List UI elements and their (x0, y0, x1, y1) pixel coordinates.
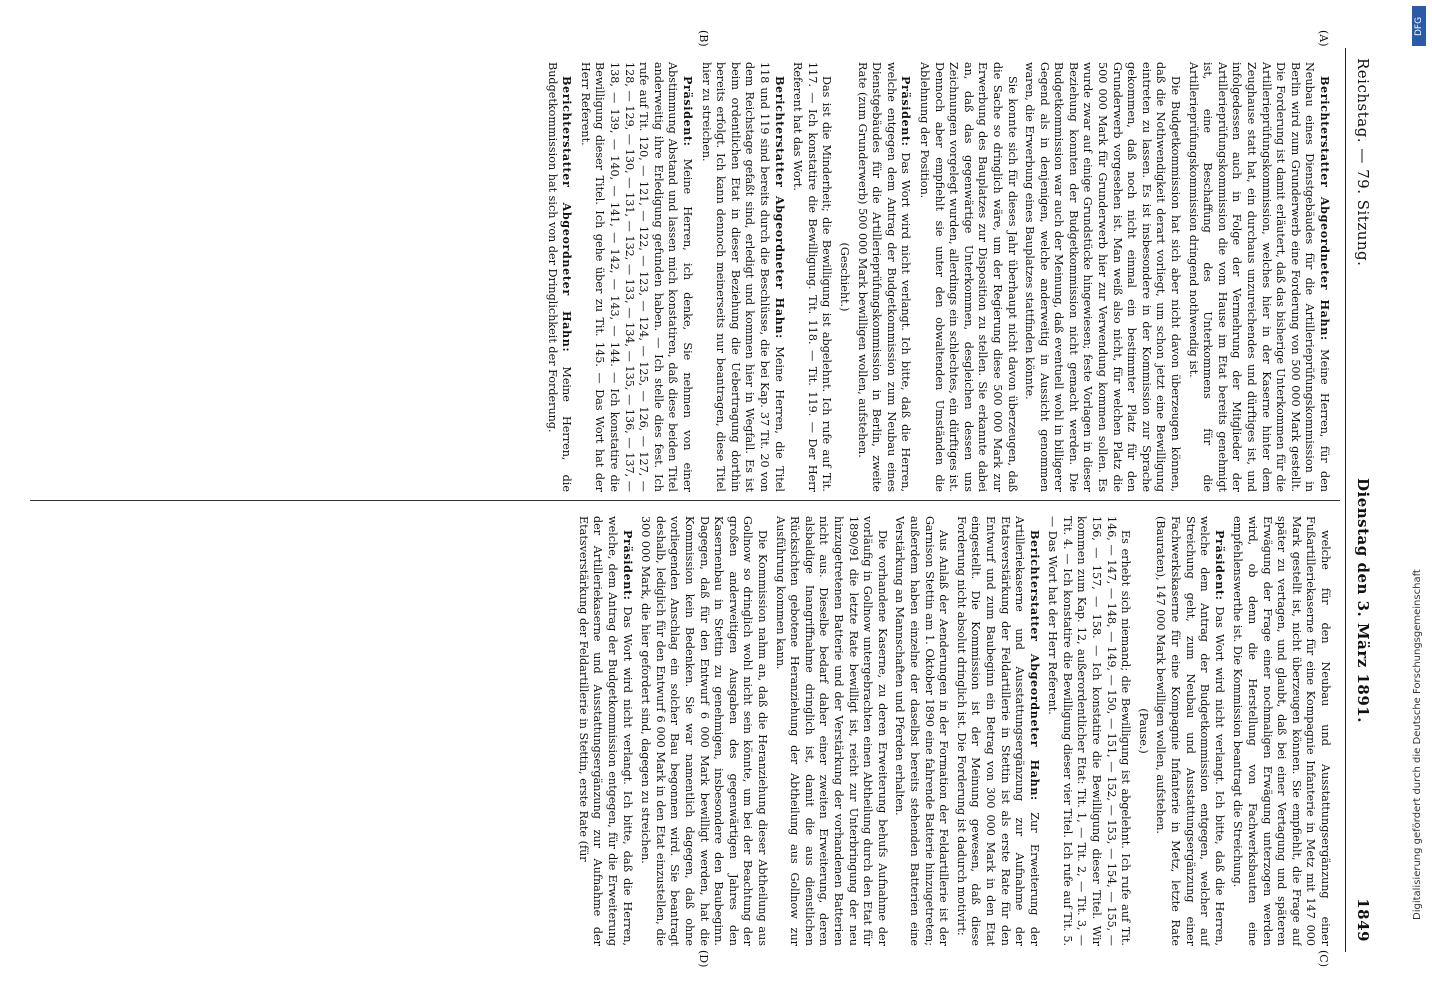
page-number: 1849 (1354, 898, 1372, 942)
speaker-name: Berichterstatter Abgeordneter Hahn: (560, 76, 575, 353)
speech-text: Meine Herren, ich denke, Sie nehmen von einer Abstimmung Abstand und lassen mich konstatiren, daß diese beiden Titel anderweitig ihre Erledigung gefunden haben. — Ich stelle dies fest. Ich rufe auf Tit. 120, — 121, — 122, — 123, — 124, — 125, — 126, — 127, — 128, — 129, — 130, — 131, — 132, — 133, — 134, — 135, — 136, — 137, — 138, — 139, — 140, — 141, — 142, — 143, — 144. — Ich konstatire die Bewilligung dieser Titel. Ich gehe über zu Tit. 145. — Das Wort hat der Herr Referent. (578, 62, 695, 492)
speech-text: Aus Anlaß der Aenderungen in der Formation der Feldartillerie ist der Garnison Stettin am 1. Oktober 1890 eine fahrende Batterie hinzugetreten; außerdem haben einzelne der daselbst bereits stehenden Batterien eine Verstärkung an Mannschaften und Pferden erhalten. (893, 516, 951, 946)
speech-text: Das Wort wird nicht verlangt. Ich bitte, daß die Herren, welche, dem Antrag der Budgetkommission entgegen, für die Erweiterung der Artilleriekaserne und Ausstattungsergänzung zur Aufnahme der Etatsverstärkung der Feldartillerie in Stettin, erste Rate (für (576, 516, 634, 946)
speech-text: Meine Herren, die Titel 118 und 119 sind bereits durch die Beschlüsse, die bei Kap. 37 Tit. 20 von dem Reichstage gefaßt sind, erledigt und kommen hier in Wegfall. Es ist beim ordentlichen Etat in dieser Beziehung die Uebertragung dorthin bereits erfolgt. Ich kann dennoch meinerseits nur beantragen, diese Titel hier zu streichen. (699, 62, 786, 492)
speech-text: Die vorhandene Kaserne, zu deren Erweiterung behufs Aufnahme der vorläufig in Gollnow untergebrachten einen Abtheilung durch den Etat für 1890/91 die letzte Rate bewilligt ist, reicht zur Unterbringung der neu hinzugetretenen Batterie und der Verstärkung der vorhandenen Batterien nicht aus. Dieselbe bedarf daher einer zweiten Erweiterung, deren alsbaldige Inangriffnahme dringlich ist, damit die aus dienstlichen Rücksichten gebotene Heranziehung der Abtheilung aus Gollnow zur Ausführung kommen kann. (773, 516, 889, 946)
right-column (32, 516, 1332, 946)
paragraph (1230, 516, 1332, 946)
speaker-name: Präsident: (620, 530, 635, 601)
stage-direction: (Pause.) (1136, 708, 1150, 754)
paragraph (575, 516, 634, 946)
digitization-credit: Digitalisierung gefördert durch die Deutsche Forschungsgemeinschaft (1412, 569, 1423, 920)
speech-text: welche für den Neubau und Ausstattungsergänzung einer Fußartilleriekaserne für eine Kompagnie Infanterie in Metz mit 147 000 Mark gestellt ist, nicht überzeugen können. Sie empfiehlt, die Frage auf später zu vertagen, und glaubt, daß bei einer Vertagung und späteren Erwägung der Frage einer nochmaligen Erwägung unterzogen werden wird, ob denn die Herstellung von Fachwerksbauten eine empfehlenswerthe ist. Die Kommission beantragt die Streichung. (1231, 516, 1332, 946)
paragraph (772, 516, 889, 946)
speech-text: Zur Erweiterung der Artilleriekaserne und Ausstattungsergänzung zur Aufnahme der Etatsverstärkung der Feldartillerie in Stettin ist als erste Rate für den Entwurf und zum Baubeginn ein Betrag von 300 000 Mark in den Etat eingestellt. Die Kommission ist der Meinung gewesen, daß diese Forderung nicht absolut dringlich ist. Die Forderung ist dadurch motivirt: (954, 516, 1041, 946)
paragraph (790, 62, 834, 492)
paragraph (916, 62, 1018, 492)
dfg-logo: DFG (1412, 6, 1426, 46)
speech-text: Das ist die Minderheit; die Bewilligung ist abgelehnt. Ich rufe auf Tit. 117. — Ich konstatire die Bewilligung. Tit. 118. — Tit. 119. — Der Herr Referent hat das Wort. (791, 62, 834, 492)
stage-direction: (Geschieht.) (838, 242, 851, 312)
speech-text: Die Kommission nahm an, daß die Heranziehung dieser Abtheilung aus Gollnow so dringlich wohl nicht sein könnte, um bei der Beachtung der großen anderweitigen Ausgaben des gegenwärtigen Jahres den Kasernenbau in Stettin zu genehmigen, insbesondere den Baubeginn. Dagegen, daß für den Entwurf 6 000 Mark bewilligt werden, hat die Kommission kein Bedenken. Sie war namentlich dagegen, daß ohne vorliegenden Anschlag ein solcher Bau begonnen wird. Sie beantragt deshalb, lediglich für den Entwurf 6 000 Mark in den Etat einzustellen, die 300 000 Mark, die hier gefordert sind, dagegen zu streichen. (639, 516, 770, 946)
paragraph (892, 516, 950, 946)
speech-text: Das Wort wird nicht verlangt. Ich bitte, daß die Herren, welche dem Antrag der Budgetkommission entgegen, welcher auf Streichung geht, zum Neubau und Ausstattungsergänzung einer Fachwerkskaserne für eine Kompagnie Infanterie in Metz, letzte Rate (Bauraten), 147 000 Mark bewilligen wollen, aufstehen. (1154, 516, 1226, 946)
speaker-name: Berichterstatter Abgeordneter Hahn: (1027, 530, 1042, 801)
speaker-name: Präsident: (681, 76, 696, 147)
marker-b: (B) (697, 30, 710, 47)
left-column (32, 62, 1332, 492)
speaker-name: Präsident: (899, 76, 914, 147)
page-header (1345, 48, 1372, 952)
speech-text: Meine Herren, für den Neubau eines Dienstgebäudes für die Artillerieprüfungskommission in Berlin wird zum Grunderwerb eine Forderung von 500 000 Mark gestellt. Die Forderung ist damit erläutert, daß das bisherige Unterkommen für die Artillerieprüfungskommission, welches hier in der Kaserne hinter dem Zeughause statt hat, ein durchaus unzureichendes und dürftiges ist, und infolgedessen auch in Folge der Vermehrung der Mitglieder der Artillerieprüfungskommission die vom Hause im Etat bereits genehmigt ist, eine Beschaffung des Unterkommens für die Artillerieprüfungskommission dringend nothwendig ist. (1186, 62, 1331, 492)
speech-text: Es erhebt sich niemand; die Bewilligung ist abgelehnt. Ich rufe auf Tit. 146, — 147, — 148, — 149, — 150, — 151, — 152, — 153, — 154, — 155, — 156, — 157, — 158. — Ich konstatire die Bewilligung dieser Titel. Wir kommen zum Kap. 12, außerordentlicher Etat: Tit. 1, — Tit. 2, — Tit. 3, — Tit. 4. — Ich konstatire die Bewilligung dieser vier Titel. Ich rufe auf Tit. 5. — Das Wort hat der Herr Referent. (1046, 516, 1133, 946)
speech-text: Die Budgetkommission hat sich aber nicht davon überzeugen können, daß die Nothwendigkeit derart vorliegt, um schon jetzt eine Bewilligung eintreten zu lassen. Es ist insbesondere in der Kommission zur Sprache gekommen, daß noch nicht einmal ein bestimmter Platz für den Grunderwerb vorgesehen ist. Man weiß also nicht, für welchen Platz die 500 000 Mark für Grunderwerb hier zur Verwendung kommen sollen. Es wurde zwar auf einige Grundstücke hingewiesen; feste Vorlagen in dieser Beziehung konnten der Budgetkommission nicht gemacht werden. Die Budgetkommission war auch der Meinung, daß eventuell wohl in billigerer Gegend als in denjenigen, welche anderweitig in Aussicht genommen waren, die Erwerbung eines Bauplatzes stattfinden könnte. (1023, 62, 1183, 492)
digitization-sidebar (1408, 0, 1432, 1000)
paragraph (1045, 516, 1133, 946)
speaker-name: Berichterstatter Abgeordneter Hahn: (1318, 76, 1332, 341)
marker-d: (D) (697, 950, 710, 968)
marker-c: (C) (1317, 950, 1330, 967)
paragraph (544, 62, 574, 492)
header-date: Dienstag den 3. März 1891. (1354, 478, 1372, 723)
header-left: Reichstag. — 79. Sitzung. (1354, 58, 1372, 267)
speaker-name: Präsident: (1212, 530, 1227, 601)
paragraph (1185, 62, 1332, 492)
speaker-name: Berichterstatter Abgeordneter Hahn: (772, 76, 787, 339)
paragraph (953, 516, 1042, 946)
speech-text: Meine Herren, die Budgetkommission hat sich von der Dringlichkeit der Forderung. (545, 62, 574, 492)
paragraph (638, 516, 769, 946)
speech-text: Sie konnte sich für dieses Jahr überhaupt nicht davon überzeugen, daß die Sache so dringlich wäre, um der Regierung diese 500 000 Mark zur Erwerbung des Bauplatzes zur Disposition zu stellen. Sie erkannte dabei an, daß das gegenwärtige Unterkommen, desgleichen dessen uns Zeichnungen vorgelegt wurden, allerdings ein schlechtes, ein dürftiges ist. Dennoch aber empfiehlt sie unter den obwaltenden Umständen die Ablehnung der Position. (917, 62, 1019, 492)
paragraph (1022, 62, 1183, 492)
marker-a: (A) (1317, 30, 1330, 47)
paragraph (698, 62, 787, 492)
paragraph (577, 62, 695, 492)
paragraph (854, 62, 913, 492)
speech-text: Das Wort wird nicht verlangt. Ich bitte, daß die Herren, welche entgegen dem Antrag der Budgetkommission zum Neubau eines Dienstgebäudes für die Artillerieprüfungskommission in Berlin, zweite Rate (zum Grunderwerb) 500 000 Mark bewilligen wollen, aufstehen. (855, 62, 913, 492)
column-divider (30, 500, 1340, 501)
paragraph (1153, 516, 1227, 946)
